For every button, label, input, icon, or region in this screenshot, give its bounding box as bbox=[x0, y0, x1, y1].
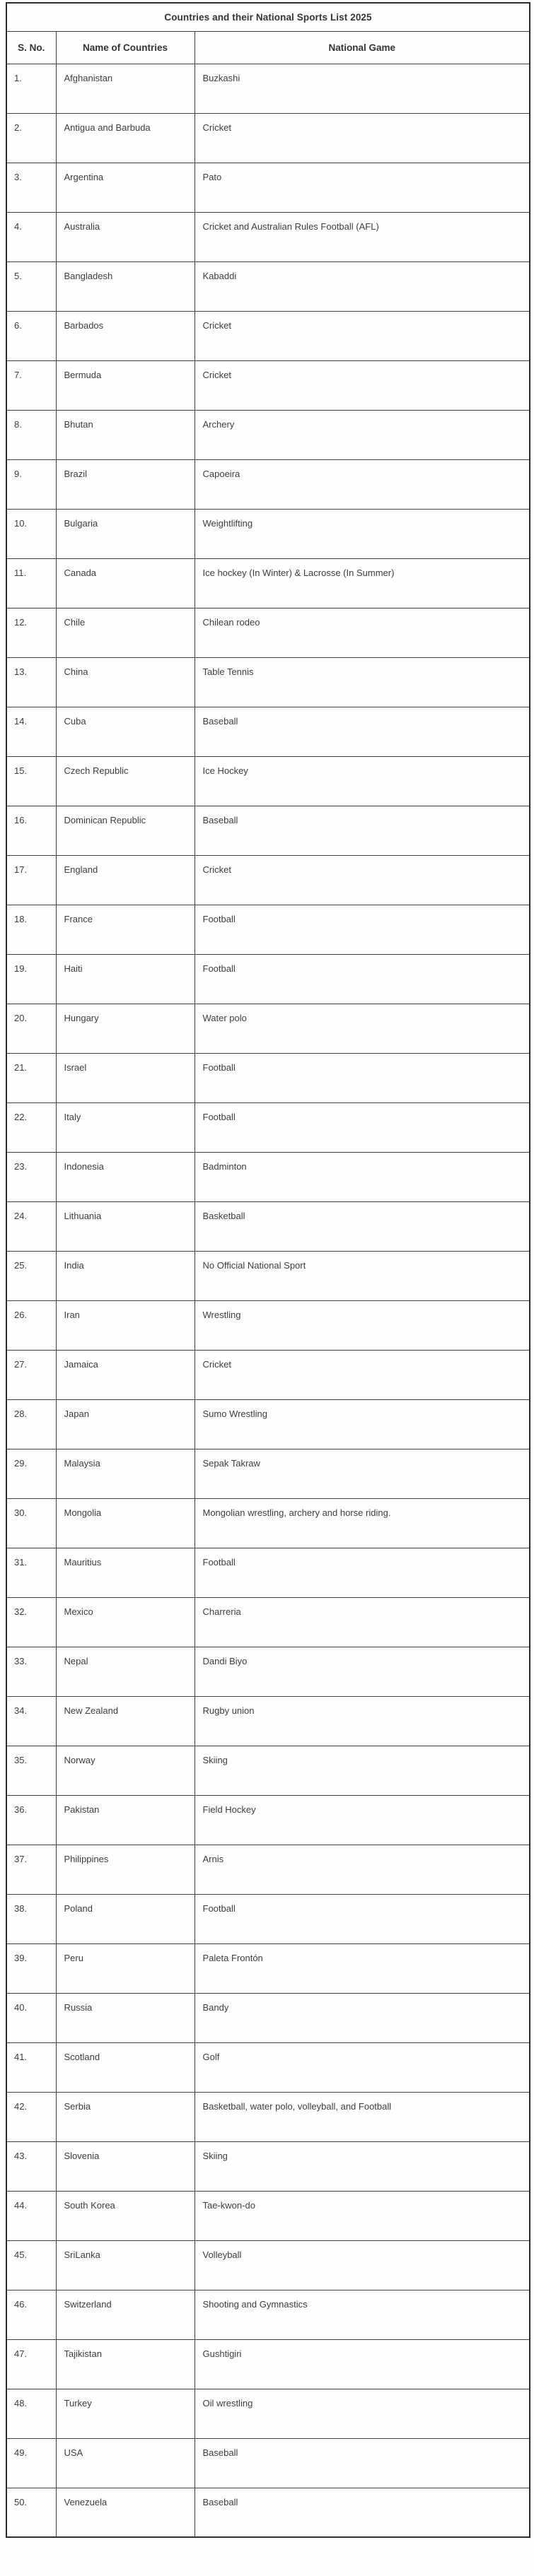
serial-cell: 32. bbox=[6, 1597, 56, 1647]
game-cell: Football bbox=[195, 954, 530, 1004]
table-row bbox=[6, 855, 530, 905]
serial-cell: 11. bbox=[6, 558, 56, 608]
country-cell: Slovenia bbox=[56, 2141, 195, 2191]
country-cell: Canada bbox=[56, 558, 195, 608]
table-row bbox=[6, 2092, 530, 2141]
game-cell: Cricket and Australian Rules Football (AFL) bbox=[195, 212, 530, 261]
table-row bbox=[6, 608, 530, 657]
game-cell: Capoeira bbox=[195, 459, 530, 509]
game-cell: Baseball bbox=[195, 2488, 530, 2537]
country-cell: Australia bbox=[56, 212, 195, 261]
serial-cell: 15. bbox=[6, 756, 56, 806]
country-cell: Indonesia bbox=[56, 1152, 195, 1201]
game-cell: Weightlifting bbox=[195, 509, 530, 558]
game-cell: Shooting and Gymnastics bbox=[195, 2290, 530, 2339]
table-row bbox=[6, 261, 530, 311]
game-cell: Paleta Frontón bbox=[195, 1943, 530, 1993]
country-cell: Mongolia bbox=[56, 1498, 195, 1548]
country-cell: SriLanka bbox=[56, 2240, 195, 2290]
serial-cell: 16. bbox=[6, 806, 56, 855]
country-cell: Bhutan bbox=[56, 410, 195, 459]
country-cell: Norway bbox=[56, 1746, 195, 1795]
serial-cell: 31. bbox=[6, 1548, 56, 1597]
game-cell: Ice hockey (In Winter) & Lacrosse (In Summer) bbox=[195, 558, 530, 608]
game-cell: Field Hockey bbox=[195, 1795, 530, 1845]
serial-cell: 5. bbox=[6, 261, 56, 311]
table-row bbox=[6, 2290, 530, 2339]
table-row bbox=[6, 2339, 530, 2389]
table-row bbox=[6, 1845, 530, 1894]
table-row bbox=[6, 1993, 530, 2042]
table-row bbox=[6, 1795, 530, 1845]
serial-cell: 48. bbox=[6, 2389, 56, 2438]
country-cell: Afghanistan bbox=[56, 64, 195, 113]
country-cell: Haiti bbox=[56, 954, 195, 1004]
game-cell: Baseball bbox=[195, 707, 530, 756]
country-cell: South Korea bbox=[56, 2191, 195, 2240]
serial-cell: 43. bbox=[6, 2141, 56, 2191]
serial-cell: 36. bbox=[6, 1795, 56, 1845]
country-cell: Barbados bbox=[56, 311, 195, 360]
serial-cell: 34. bbox=[6, 1696, 56, 1746]
serial-cell: 39. bbox=[6, 1943, 56, 1993]
table-header-row bbox=[6, 31, 530, 64]
country-cell: Iran bbox=[56, 1300, 195, 1350]
game-cell: Football bbox=[195, 1548, 530, 1597]
game-cell: Oil wrestling bbox=[195, 2389, 530, 2438]
game-cell: Golf bbox=[195, 2042, 530, 2092]
country-cell: China bbox=[56, 657, 195, 707]
serial-cell: 7. bbox=[6, 360, 56, 410]
game-cell: Dandi Biyo bbox=[195, 1647, 530, 1696]
country-cell: England bbox=[56, 855, 195, 905]
game-cell: Cricket bbox=[195, 360, 530, 410]
game-cell: Tae-kwon-do bbox=[195, 2191, 530, 2240]
game-cell: Rugby union bbox=[195, 1696, 530, 1746]
country-cell: Chile bbox=[56, 608, 195, 657]
serial-cell: 23. bbox=[6, 1152, 56, 1201]
country-cell: Poland bbox=[56, 1894, 195, 1943]
national-sports-table bbox=[6, 2, 530, 2538]
game-cell: Charreria bbox=[195, 1597, 530, 1647]
table-row bbox=[6, 1300, 530, 1350]
serial-cell: 8. bbox=[6, 410, 56, 459]
serial-cell: 33. bbox=[6, 1647, 56, 1696]
table-row bbox=[6, 212, 530, 261]
table-row bbox=[6, 311, 530, 360]
table-title: Countries and their National Sports List 2025 bbox=[6, 3, 530, 31]
table-row bbox=[6, 2438, 530, 2488]
table-row bbox=[6, 1943, 530, 1993]
serial-cell: 30. bbox=[6, 1498, 56, 1548]
country-cell: Italy bbox=[56, 1102, 195, 1152]
table-row bbox=[6, 954, 530, 1004]
country-cell: Philippines bbox=[56, 1845, 195, 1894]
serial-cell: 46. bbox=[6, 2290, 56, 2339]
table-row bbox=[6, 1746, 530, 1795]
game-cell: Volleyball bbox=[195, 2240, 530, 2290]
game-cell: No Official National Sport bbox=[195, 1251, 530, 1300]
country-cell: Serbia bbox=[56, 2092, 195, 2141]
table-row bbox=[6, 2488, 530, 2537]
table-row bbox=[6, 1251, 530, 1300]
table-row bbox=[6, 1647, 530, 1696]
country-cell: Brazil bbox=[56, 459, 195, 509]
game-cell: Football bbox=[195, 905, 530, 954]
game-cell: Badminton bbox=[195, 1152, 530, 1201]
country-cell: Nepal bbox=[56, 1647, 195, 1696]
serial-cell: 44. bbox=[6, 2191, 56, 2240]
table-row bbox=[6, 113, 530, 163]
country-cell: Argentina bbox=[56, 163, 195, 212]
game-cell: Archery bbox=[195, 410, 530, 459]
table-row bbox=[6, 2191, 530, 2240]
country-cell: Scotland bbox=[56, 2042, 195, 2092]
serial-cell: 17. bbox=[6, 855, 56, 905]
game-cell: Buzkashi bbox=[195, 64, 530, 113]
game-cell: Arnis bbox=[195, 1845, 530, 1894]
game-cell: Basketball, water polo, volleyball, and Football bbox=[195, 2092, 530, 2141]
country-cell: Japan bbox=[56, 1399, 195, 1449]
table-row bbox=[6, 905, 530, 954]
table-row bbox=[6, 1498, 530, 1548]
country-cell: Venezuela bbox=[56, 2488, 195, 2537]
country-cell: France bbox=[56, 905, 195, 954]
game-cell: Pato bbox=[195, 163, 530, 212]
game-cell: Bandy bbox=[195, 1993, 530, 2042]
country-cell: Tajikistan bbox=[56, 2339, 195, 2389]
game-cell: Skiing bbox=[195, 1746, 530, 1795]
serial-cell: 1. bbox=[6, 64, 56, 113]
serial-cell: 45. bbox=[6, 2240, 56, 2290]
game-cell: Baseball bbox=[195, 806, 530, 855]
table-row bbox=[6, 2240, 530, 2290]
game-cell: Cricket bbox=[195, 855, 530, 905]
game-cell: Ice Hockey bbox=[195, 756, 530, 806]
country-cell: Antigua and Barbuda bbox=[56, 113, 195, 163]
table-row bbox=[6, 1399, 530, 1449]
game-cell: Football bbox=[195, 1102, 530, 1152]
game-cell: Baseball bbox=[195, 2438, 530, 2488]
column-header-serial: S. No. bbox=[6, 31, 56, 64]
table-row bbox=[6, 1548, 530, 1597]
serial-cell: 13. bbox=[6, 657, 56, 707]
game-cell: Cricket bbox=[195, 311, 530, 360]
table-row bbox=[6, 1053, 530, 1102]
serial-cell: 2. bbox=[6, 113, 56, 163]
country-cell: New Zealand bbox=[56, 1696, 195, 1746]
table-body bbox=[6, 64, 530, 2537]
table-row bbox=[6, 1894, 530, 1943]
table-row bbox=[6, 360, 530, 410]
serial-cell: 42. bbox=[6, 2092, 56, 2141]
table-row bbox=[6, 64, 530, 113]
serial-cell: 35. bbox=[6, 1746, 56, 1795]
serial-cell: 24. bbox=[6, 1201, 56, 1251]
table-row bbox=[6, 707, 530, 756]
country-cell: Malaysia bbox=[56, 1449, 195, 1498]
serial-cell: 28. bbox=[6, 1399, 56, 1449]
table-row bbox=[6, 756, 530, 806]
table-row bbox=[6, 806, 530, 855]
country-cell: Peru bbox=[56, 1943, 195, 1993]
serial-cell: 3. bbox=[6, 163, 56, 212]
country-cell: Bermuda bbox=[56, 360, 195, 410]
table-title-row bbox=[6, 3, 530, 31]
game-cell: Cricket bbox=[195, 1350, 530, 1399]
table-row bbox=[6, 410, 530, 459]
table-row bbox=[6, 1102, 530, 1152]
serial-cell: 40. bbox=[6, 1993, 56, 2042]
country-cell: Lithuania bbox=[56, 1201, 195, 1251]
serial-cell: 18. bbox=[6, 905, 56, 954]
serial-cell: 19. bbox=[6, 954, 56, 1004]
country-cell: Switzerland bbox=[56, 2290, 195, 2339]
serial-cell: 50. bbox=[6, 2488, 56, 2537]
table-row bbox=[6, 459, 530, 509]
country-cell: Bangladesh bbox=[56, 261, 195, 311]
table-row bbox=[6, 2042, 530, 2092]
serial-cell: 49. bbox=[6, 2438, 56, 2488]
serial-cell: 21. bbox=[6, 1053, 56, 1102]
serial-cell: 25. bbox=[6, 1251, 56, 1300]
serial-cell: 4. bbox=[6, 212, 56, 261]
country-cell: Pakistan bbox=[56, 1795, 195, 1845]
table-row bbox=[6, 1201, 530, 1251]
country-cell: India bbox=[56, 1251, 195, 1300]
country-cell: Hungary bbox=[56, 1004, 195, 1053]
serial-cell: 14. bbox=[6, 707, 56, 756]
country-cell: Cuba bbox=[56, 707, 195, 756]
game-cell: Skiing bbox=[195, 2141, 530, 2191]
country-cell: USA bbox=[56, 2438, 195, 2488]
country-cell: Turkey bbox=[56, 2389, 195, 2438]
column-header-game: National Game bbox=[195, 31, 530, 64]
table-row bbox=[6, 1152, 530, 1201]
table-row bbox=[6, 2141, 530, 2191]
country-cell: Bulgaria bbox=[56, 509, 195, 558]
game-cell: Football bbox=[195, 1053, 530, 1102]
country-cell: Russia bbox=[56, 1993, 195, 2042]
serial-cell: 12. bbox=[6, 608, 56, 657]
game-cell: Gushtigiri bbox=[195, 2339, 530, 2389]
table-row bbox=[6, 1597, 530, 1647]
game-cell: Cricket bbox=[195, 113, 530, 163]
game-cell: Kabaddi bbox=[195, 261, 530, 311]
table-row bbox=[6, 1449, 530, 1498]
country-cell: Mexico bbox=[56, 1597, 195, 1647]
serial-cell: 41. bbox=[6, 2042, 56, 2092]
table-row bbox=[6, 657, 530, 707]
country-cell: Jamaica bbox=[56, 1350, 195, 1399]
game-cell: Mongolian wrestling, archery and horse riding. bbox=[195, 1498, 530, 1548]
serial-cell: 47. bbox=[6, 2339, 56, 2389]
table-row bbox=[6, 163, 530, 212]
game-cell: Table Tennis bbox=[195, 657, 530, 707]
country-cell: Czech Republic bbox=[56, 756, 195, 806]
game-cell: Football bbox=[195, 1894, 530, 1943]
serial-cell: 10. bbox=[6, 509, 56, 558]
serial-cell: 9. bbox=[6, 459, 56, 509]
country-cell: Dominican Republic bbox=[56, 806, 195, 855]
game-cell: Sumo Wrestling bbox=[195, 1399, 530, 1449]
table-row bbox=[6, 2389, 530, 2438]
serial-cell: 27. bbox=[6, 1350, 56, 1399]
serial-cell: 6. bbox=[6, 311, 56, 360]
table-row bbox=[6, 558, 530, 608]
game-cell: Basketball bbox=[195, 1201, 530, 1251]
table-row bbox=[6, 1004, 530, 1053]
country-cell: Israel bbox=[56, 1053, 195, 1102]
serial-cell: 20. bbox=[6, 1004, 56, 1053]
serial-cell: 26. bbox=[6, 1300, 56, 1350]
game-cell: Chilean rodeo bbox=[195, 608, 530, 657]
serial-cell: 38. bbox=[6, 1894, 56, 1943]
game-cell: Water polo bbox=[195, 1004, 530, 1053]
table-row bbox=[6, 1350, 530, 1399]
game-cell: Wrestling bbox=[195, 1300, 530, 1350]
serial-cell: 37. bbox=[6, 1845, 56, 1894]
serial-cell: 29. bbox=[6, 1449, 56, 1498]
table-row bbox=[6, 1696, 530, 1746]
table-row bbox=[6, 509, 530, 558]
column-header-country: Name of Countries bbox=[56, 31, 195, 64]
serial-cell: 22. bbox=[6, 1102, 56, 1152]
country-cell: Mauritius bbox=[56, 1548, 195, 1597]
game-cell: Sepak Takraw bbox=[195, 1449, 530, 1498]
